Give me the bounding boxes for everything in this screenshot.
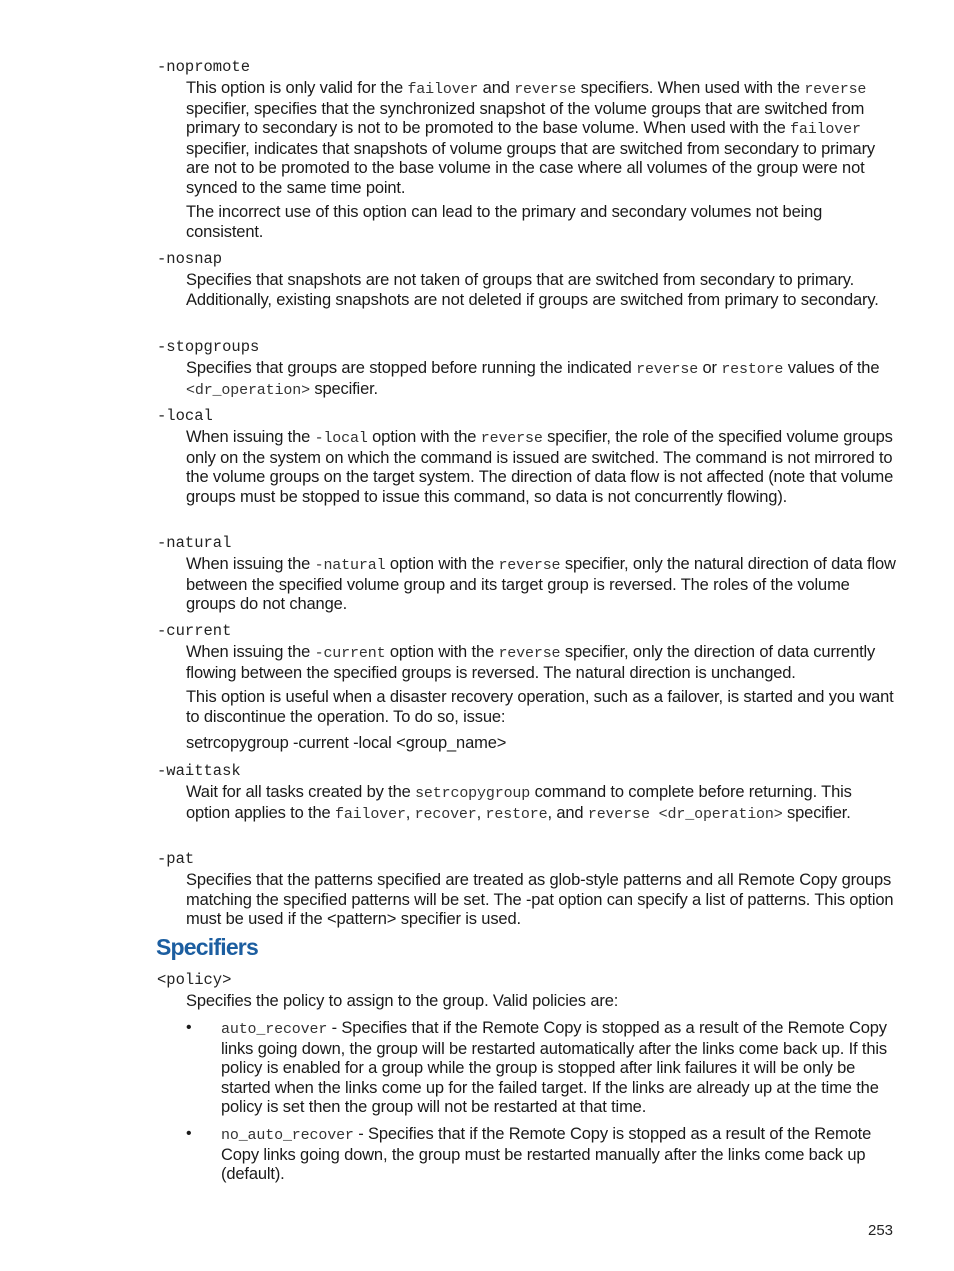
current-usage-note: This option is useful when a disaster recovery operation, such as a failover, is started and you want to discontinue the operation. To do so, issue: <box>186 688 894 726</box>
option-waittask: -waittask <box>157 762 241 780</box>
current-description: When issuing the -current option with the reverse specifier, only the direction of data currently flowing between the specified groups is reversed. The natural direction is unchanged. <box>186 643 876 682</box>
option-pat: -pat <box>157 850 195 868</box>
page-number: 253 <box>868 1222 894 1239</box>
local-description: When issuing the -local option with the reverse specifier, the role of the specified volume groups only on the system on which the command is issued are switched. The command is not mirrored to the volume groups on the target system. The direction of data flow is not affected (note that volume groups must be stopped to issue this command, so data is not concurrently flowing). <box>186 428 894 506</box>
policy-item-auto-recover: auto_recover - Specifies that if the Remote Copy is stopped as a result of the Remote Copy links going down, the group will be restarted automatically after the links come back up. If this policy is enabled for a group while the group is stopped after link failures it will be only be started when the links come up for the failed target. If the links are already up at the time the policy is set then the group will not be restarted at that time. <box>221 1019 887 1117</box>
section-title-specifiers: Specifiers <box>156 934 258 960</box>
option-stopgroups: -stopgroups <box>157 338 260 356</box>
waittask-description: Wait for all tasks created by the setrcopygroup command to complete before returning. This option applies to the failover, recover, restore, and reverse <dr_operation> specifier. <box>186 783 852 823</box>
nopromote-description: This option is only valid for the failover and reverse specifiers. When used with the reverse specifier, specifies that the synchronized snapshot of the volume groups that are switched from primary to secondary is not to be promoted to the base volume. When used with the failover specifier, indicates that snapshots of volume groups that are switched from secondary to primary are not to be promoted to the base volume in the case where all volumes of the group were not synced to the same time point. <box>186 79 876 197</box>
bullet-marker: • <box>186 1125 192 1142</box>
bullet-marker: • <box>186 1019 192 1036</box>
nopromote-warning: The incorrect use of this option can lead to the primary and secondary volumes not being consistent. <box>186 203 823 241</box>
option-natural: -natural <box>157 534 232 552</box>
option-current: -current <box>157 622 232 640</box>
policy-intro: Specifies the policy to assign to the group. Valid policies are: <box>186 992 619 1010</box>
pat-description: Specifies that the patterns specified are treated as glob-style patterns and all Remote Copy groups matching the specified patterns will be set. The -pat option can specify a list of patterns. This option must be used if the <pattern> specifier is used. <box>186 871 894 929</box>
current-example-command: setrcopygroup -current -local <group_name> <box>186 734 507 752</box>
specifier-policy: <policy> <box>157 971 232 989</box>
natural-description: When issuing the -natural option with the reverse specifier, only the natural direction of data flow between the specified volume group and its target group is reversed. The roles of the volume groups do not change. <box>186 555 896 614</box>
option-nosnap: -nosnap <box>157 250 223 268</box>
nosnap-description: Specifies that snapshots are not taken of groups that are switched from secondary to primary. Additionally, existing snapshots are not deleted if groups are switched from primary to secondary. <box>186 271 879 309</box>
option-nopromote: -nopromote <box>157 58 251 76</box>
option-local: -local <box>157 407 213 425</box>
stopgroups-description: Specifies that groups are stopped before running the indicated reverse or restore values of the <dr_operation> specifier. <box>186 359 880 399</box>
policy-item-no-auto-recover: no_auto_recover - Specifies that if the Remote Copy is stopped as a result of the Remote Copy links going down, the group must be restarted manually after the links come back up (default). <box>221 1125 872 1184</box>
